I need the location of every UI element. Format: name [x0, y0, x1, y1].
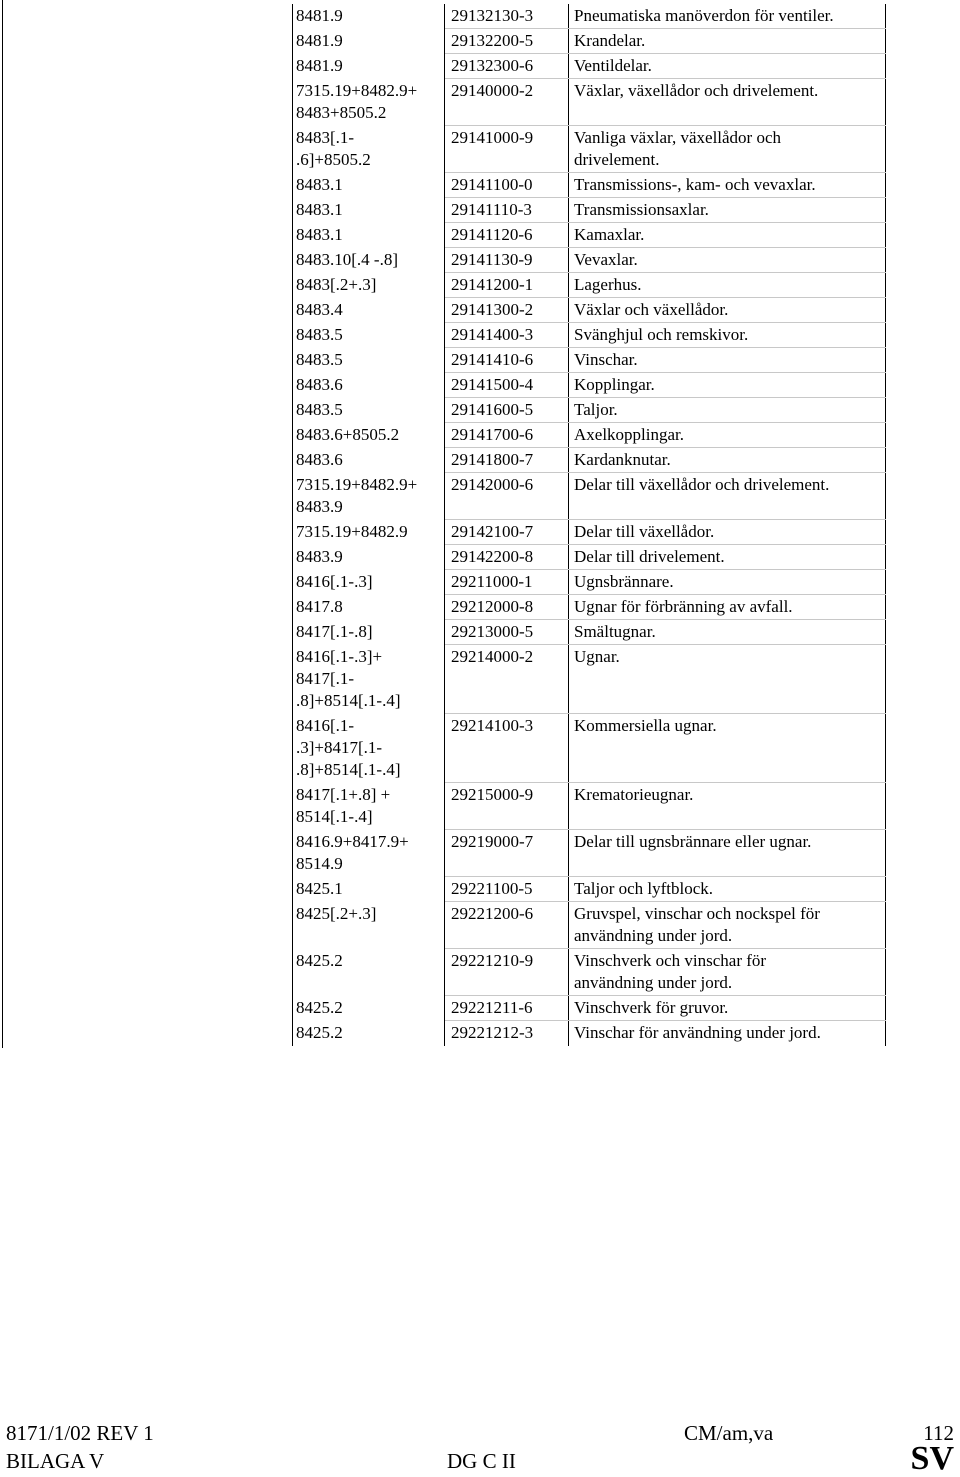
- description-cell: Kommersiella ugnar.: [568, 714, 886, 783]
- cpv-code-cell: 29221100-5: [444, 877, 568, 902]
- table-row: [292, 298, 886, 323]
- cpv-code-cell: 29141410-6: [444, 348, 568, 373]
- cpv-code-cell: 29221211-6: [444, 996, 568, 1021]
- cpv-code-cell: 29141100-0: [444, 173, 568, 198]
- cn-code-cell: 8483.1: [292, 198, 440, 223]
- cn-code-cell: 8425.2: [292, 1021, 440, 1046]
- cn-code-cell: 8483[.1- .6]+8505.2: [292, 126, 440, 173]
- description-cell: Smältugnar.: [568, 620, 886, 645]
- cn-code-cell: 8481.9: [292, 54, 440, 79]
- language-code: SV: [910, 1440, 954, 1477]
- cpv-code-cell: 29141600-5: [444, 398, 568, 423]
- description-cell: Vinschar för användning under jord.: [568, 1021, 886, 1046]
- cpv-code-cell: 29211000-1: [444, 570, 568, 595]
- table-row: [292, 877, 886, 902]
- description-cell: Svänghjul och remskivor.: [568, 323, 886, 348]
- cn-code-cell: 8425.1: [292, 877, 440, 902]
- cn-code-cell: 8481.9: [292, 29, 440, 54]
- cpv-code-cell: 29132300-6: [444, 54, 568, 79]
- table-row: [292, 473, 886, 520]
- cn-code-cell: 7315.19+8482.9: [292, 520, 440, 545]
- table-row: [292, 645, 886, 714]
- table-row: [292, 323, 886, 348]
- cn-code-cell: 8416.9+8417.9+ 8514.9: [292, 830, 440, 877]
- table-row: [292, 714, 886, 783]
- cn-code-cell: 8416[.1- .3]+8417[.1- .8]+8514[.1-.4]: [292, 714, 440, 783]
- cpv-code-cell: 29142200-8: [444, 545, 568, 570]
- cn-code-cell: 8483.6+8505.2: [292, 423, 440, 448]
- cpv-code-cell: 29141700-6: [444, 423, 568, 448]
- cpv-code-cell: 29142100-7: [444, 520, 568, 545]
- table-row: [292, 595, 886, 620]
- description-cell: Kardanknutar.: [568, 448, 886, 473]
- table-row: [292, 173, 886, 198]
- annex-label: BILAGA V: [6, 1449, 105, 1473]
- cn-code-cell: 7315.19+8482.9+ 8483+8505.2: [292, 79, 440, 126]
- cn-code-cell: 8483.4: [292, 298, 440, 323]
- cn-code-cell: 8483.1: [292, 223, 440, 248]
- description-cell: Transmissions-, kam- och vevaxlar.: [568, 173, 886, 198]
- cpv-code-cell: 29141130-9: [444, 248, 568, 273]
- directorate-label: DG C II: [447, 1449, 516, 1473]
- description-cell: Vinschar.: [568, 348, 886, 373]
- left-margin-rule: [2, 0, 3, 1048]
- cpv-code-cell: 29141120-6: [444, 223, 568, 248]
- cpv-code-cell: 29140000-2: [444, 79, 568, 126]
- table-row: [292, 520, 886, 545]
- cn-code-cell: 8483.5: [292, 323, 440, 348]
- table-row: [292, 223, 886, 248]
- cpv-code-cell: 29212000-8: [444, 595, 568, 620]
- cpv-code-cell: 29132200-5: [444, 29, 568, 54]
- table-row: [292, 996, 886, 1021]
- description-cell: Kopplingar.: [568, 373, 886, 398]
- description-cell: Taljor och lyftblock.: [568, 877, 886, 902]
- table-row: [292, 423, 886, 448]
- cpv-code-cell: 29215000-9: [444, 783, 568, 830]
- table-row: [292, 398, 886, 423]
- cpv-code-cell: 29214000-2: [444, 645, 568, 714]
- description-cell: Pneumatiska manöverdon för ventiler.: [568, 4, 886, 29]
- table-row: [292, 348, 886, 373]
- table-row: [292, 620, 886, 645]
- author-initials: CM/am,va: [684, 1421, 774, 1445]
- cn-code-cell: 8483[.2+.3]: [292, 273, 440, 298]
- cn-code-cell: 8417[.1+.8] + 8514[.1-.4]: [292, 783, 440, 830]
- description-cell: Vevaxlar.: [568, 248, 886, 273]
- description-cell: Delar till växellådor.: [568, 520, 886, 545]
- table-row: [292, 79, 886, 126]
- description-cell: Ugnar.: [568, 645, 886, 714]
- cn-code-cell: 7315.19+8482.9+ 8483.9: [292, 473, 440, 520]
- table-row: [292, 783, 886, 830]
- table-row: [292, 545, 886, 570]
- cpv-code-cell: 29132130-3: [444, 4, 568, 29]
- table-row: [292, 273, 886, 298]
- table-row: [292, 830, 886, 877]
- description-cell: Krematorieugnar.: [568, 783, 886, 830]
- description-cell: Vanliga växlar, växellådor och drivelement.: [568, 126, 886, 173]
- cpv-code-cell: 29141300-2: [444, 298, 568, 323]
- table-row: [292, 248, 886, 273]
- table-row: [292, 54, 886, 79]
- cn-code-cell: 8483.10[.4 -.8]: [292, 248, 440, 273]
- table-row: [292, 1021, 886, 1046]
- table-row: [292, 949, 886, 996]
- description-cell: Delar till växellådor och drivelement.: [568, 473, 886, 520]
- cn-code-cell: 8425[.2+.3]: [292, 902, 440, 949]
- table-row: [292, 902, 886, 949]
- table-row: [292, 4, 886, 29]
- description-cell: Delar till ugnsbrännare eller ugnar.: [568, 830, 886, 877]
- table-row: [292, 126, 886, 173]
- description-cell: Taljor.: [568, 398, 886, 423]
- cpv-code-cell: 29214100-3: [444, 714, 568, 783]
- description-cell: Vinschverk och vinschar för användning under jord.: [568, 949, 886, 996]
- table-row: [292, 198, 886, 223]
- description-cell: Växlar, växellådor och drivelement.: [568, 79, 886, 126]
- description-cell: Kamaxlar.: [568, 223, 886, 248]
- description-cell: Delar till drivelement.: [568, 545, 886, 570]
- table-row: [292, 570, 886, 595]
- cn-code-cell: 8416[.1-.3]: [292, 570, 440, 595]
- document-reference: 8171/1/02 REV 1: [6, 1421, 154, 1445]
- cn-code-cell: 8417[.1-.8]: [292, 620, 440, 645]
- cn-code-cell: 8425.2: [292, 996, 440, 1021]
- cpv-code-cell: 29141110-3: [444, 198, 568, 223]
- description-cell: Ventildelar.: [568, 54, 886, 79]
- table-row: [292, 29, 886, 54]
- cn-code-cell: 8417.8: [292, 595, 440, 620]
- cpv-code-cell: 29141400-3: [444, 323, 568, 348]
- description-cell: Lagerhus.: [568, 273, 886, 298]
- cpv-code-cell: 29141500-4: [444, 373, 568, 398]
- table-row: [292, 373, 886, 398]
- description-cell: Ugnar för förbränning av avfall.: [568, 595, 886, 620]
- cn-code-cell: 8483.5: [292, 348, 440, 373]
- cpv-code-cell: 29219000-7: [444, 830, 568, 877]
- description-cell: Ugnsbrännare.: [568, 570, 886, 595]
- cpv-code-cell: 29141800-7: [444, 448, 568, 473]
- cn-code-cell: 8483.1: [292, 173, 440, 198]
- description-cell: Gruvspel, vinschar och nockspel för användning under jord.: [568, 902, 886, 949]
- cpv-code-cell: 29221210-9: [444, 949, 568, 996]
- description-cell: Axelkopplingar.: [568, 423, 886, 448]
- cpv-code-cell: 29213000-5: [444, 620, 568, 645]
- cn-code-cell: 8483.6: [292, 448, 440, 473]
- description-cell: Vinschverk för gruvor.: [568, 996, 886, 1021]
- cn-code-cell: 8483.5: [292, 398, 440, 423]
- cn-code-cell: 8483.9: [292, 545, 440, 570]
- description-cell: Krandelar.: [568, 29, 886, 54]
- cn-code-cell: 8483.6: [292, 373, 440, 398]
- page-number: 112: [923, 1421, 954, 1445]
- cpv-code-cell: 29221212-3: [444, 1021, 568, 1046]
- cn-code-cell: 8416[.1-.3]+ 8417[.1- .8]+8514[.1-.4]: [292, 645, 440, 714]
- description-cell: Transmissionsaxlar.: [568, 198, 886, 223]
- table-row: [292, 448, 886, 473]
- cpv-code-cell: 29141200-1: [444, 273, 568, 298]
- cpv-code-cell: 29221200-6: [444, 902, 568, 949]
- cpv-code-cell: 29142000-6: [444, 473, 568, 520]
- description-cell: Växlar och växellådor.: [568, 298, 886, 323]
- cpv-table: [292, 4, 886, 1046]
- cpv-code-cell: 29141000-9: [444, 126, 568, 173]
- cn-code-cell: 8425.2: [292, 949, 440, 996]
- cn-code-cell: 8481.9: [292, 4, 440, 29]
